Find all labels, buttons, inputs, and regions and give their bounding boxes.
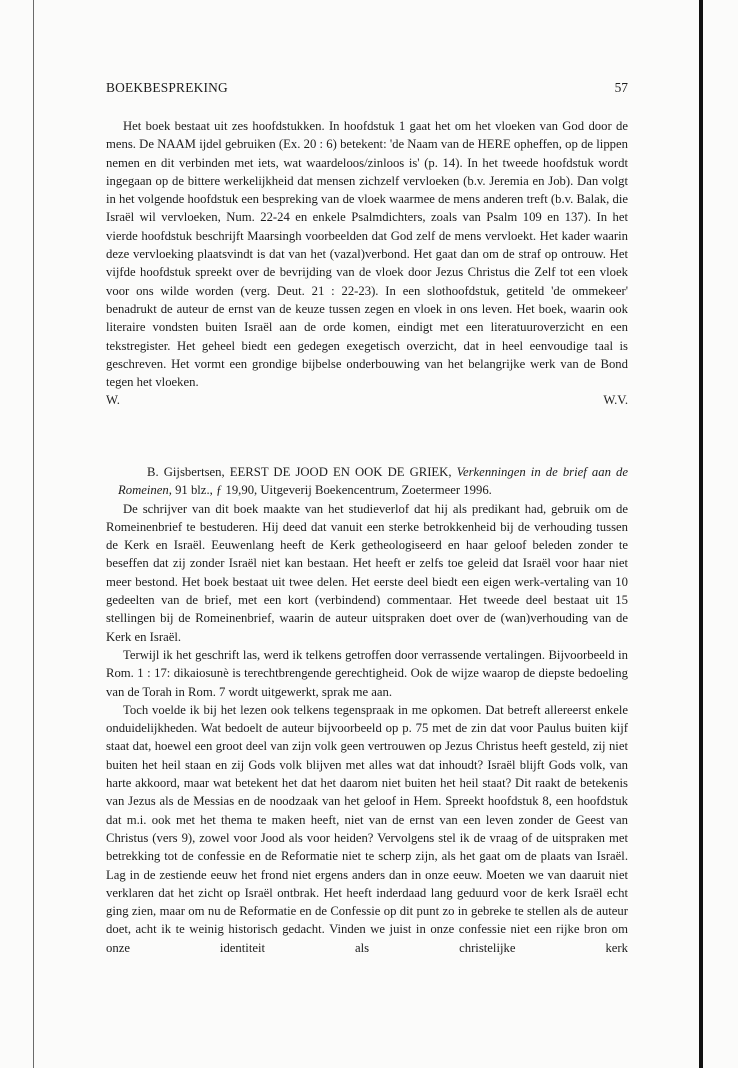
signoff-left: W. [106,393,120,408]
citation-author-title: B. Gijsbertsen, EERST DE JOOD EN OOK DE GRIEK, [147,465,452,479]
citation-subtitle: Verkenningen in de brief aan de Romeinen, [118,465,629,498]
page-header [106,80,628,98]
signoff-reviewer: W.V. [603,393,628,408]
review-paragraph: De schrijver van dit boek maakte van het studieverlof dat hij als predikant had, gebruik om de Romeinenbrief te bestuderen. Hij deed dat vanuit een sterke betrokkenheid bij de verhouding tussen de Kerk en Israël. Eeuwenlang heeft de Kerk getheologiseerd en haar geloof beleden zonder te beseffen dat zij zonder Israël niet kan bestaan. Het heeft er zelfs toe geleid dat Israël voor haar niet meer bestond. Het boek bestaat uit twee delen. Het eerste deel biedt een eigen werk-vertaling van 10 gedeelten van de brief, met een kort (verbindend) commentaar. Het tweede deel bestaat uit 15 stellingen bij de Romeinenbrief, waarin de auteur uitspraken doet over de (wan)verhouding van de Kerk en Israël. [106,501,628,644]
review-paragraph: Terwijl ik het geschrift las, werd ik telkens getroffen door verrassende vertalingen. Bijvoorbeeld in Rom. 1 : 17: dikaiosunè is terechtbrengende gerechtigheid. Ook de wijze waarop de diepste bedoeling van de Torah in Rom. 7 wordt uitgewerkt, sprak me aan. [106,647,628,699]
book-citation [106,463,628,500]
citation-price-publisher: ƒ 19,90, Uitgeverij Boekencentrum, Zoetermeer 1996. [215,483,492,498]
running-title: BOEKBESPREKING [106,80,228,95]
review-signoff [106,391,628,409]
page-number: 57 [614,80,628,95]
review-maarsingh [106,117,628,410]
page-left-edge [33,0,34,1068]
citation-pages: 91 blz., [175,483,213,498]
review-gijsbertsen [106,463,628,957]
page-right-edge [699,0,703,1068]
review-paragraph: Het boek bestaat uit zes hoofdstukken. In hoofdstuk 1 gaat het om het vloeken van God door de mens. De NAAM ijdel gebruiken (Ex. 20 : 6) betekent: 'de Naam van de HERE opheffen, op de lippen nemen en dit verbinden met iets, wat waardeloos/zinloos is' (p. 14). In het tweede hoofdstuk wordt ingegaan op de bittere werkelijkheid dat mensen zichzelf vervloeken (b.v. Jeremia en Job). Dan volgt in het volgende hoofdstuk een bespreking van de vloek waarmee de mens anderen treft (b.v. Balak, die Israël wil vervloeken, Num. 22-24 en enkele Psalmdichters, zoals van Psalm 109 en 137). In het vierde hoofdstuk beschrijft Maarsingh voorbeelden dat God zelf de mens vervloekt. Het kader waarin deze vervloeking plaatsvindt is dat van het (vazal)verbond. Het gaat dan om de straf op ontrouw. Het vijfde hoofdstuk spreekt over de bevrijding van de vloek door Jezus Christus die Zelf tot een vloek voor ons wilde worden (verg. Deut. 21 : 22-23). In een slothoofdstuk, getiteld 'de ommekeer' benadrukt de auteur de ernst van de keuze tussen zegen en vloek in ons leven. Het boek, waarin ook literaire vondsten buiten Israël aan de orde komen, eindigt met een literatuuroverzicht en een tekstregister. Het geheel biedt een gedegen exegetisch overzicht, dat in heel eenvoudige taal is geschreven. Het vormt een grondige bijbelse onderbouwing van het belangrijke werk van de Bond tegen het vloeken. [106,119,628,390]
review-paragraph: Toch voelde ik bij het lezen ook telkens tegenspraak in me opkomen. Dat betreft allereerst enkele onduidelijkheden. Wat bedoelt de auteur bijvoorbeeld op p. 75 met de zin dat voor Paulus buiten kijf staat dat, hoewel een groot deel van zijn volk geen vertrouwen op Jezus Christus heeft gesteld, zij niet buiten het heil staan en zij Gods volk blijven met alles wat dat inhoudt? Israël blijft Gods volk, van harte akkoord, maar wat betekent het dat het daarom niet buiten het heil staat? Dit raakt de betekenis van Jezus als de Messias en de noodzaak van het geloof in Hem. Spreekt hoofdstuk 8, een hoofdstuk dat m.i. ook met het thema te maken heeft, niet van de ernst van een leven zonder de Geest van Christus (vers 9), zowel voor Jood als voor heiden? Vervolgens stel ik de vraag of de uitspraken met betrekking tot de confessie en de Reformatie niet te scherp zijn, als het gaat om de plaats van Israël. Lag in de zestiende eeuw het frond niet ergens anders dan in onze eeuw. Moeten we van daaruit niet verklaren dat het zicht op Israël ontbrak. Het heeft inderdaad lang geduurd voor de kerk Israël echt ging zien, maar om nu de Reformatie en de Confessie op dit punt zo in gebreke te stellen als de auteur doet, acht ik te weinig historisch gedacht. Vinden we juist in onze confessie niet een rijke bron om onze identiteit als christelijke kerk [106,702,628,955]
